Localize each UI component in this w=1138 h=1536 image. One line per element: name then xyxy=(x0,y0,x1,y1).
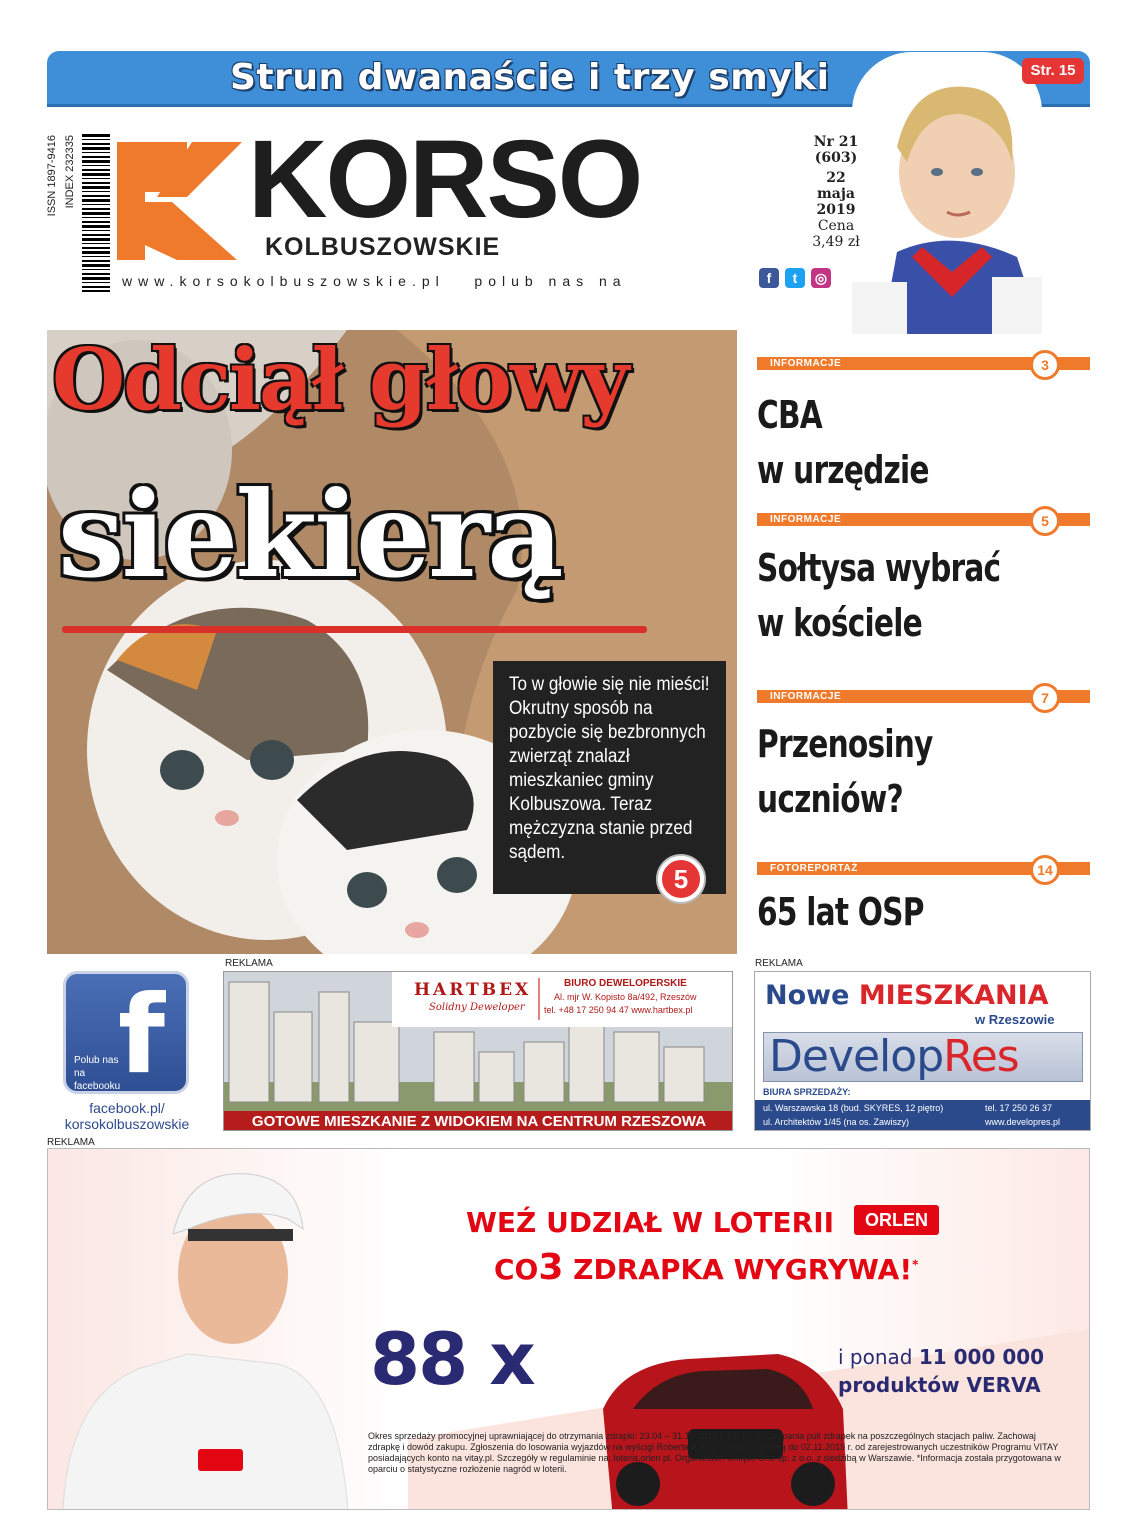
instagram-icon[interactable]: ◎ xyxy=(811,268,831,288)
developres-headline: Nowe MIESZKANIA xyxy=(765,980,1049,1011)
hartbex-office: BIURO DEWELOPERSKIE xyxy=(564,978,687,989)
issue-total: (603) xyxy=(814,150,858,166)
facebook-url[interactable]: facebook.pl/ korsokolbuszowskie xyxy=(64,1100,190,1132)
price-label: Cena xyxy=(817,218,855,234)
issue-month: maja xyxy=(816,186,856,202)
hartbex-address: Al. mjr W. Kopisto 8a/492, Rzeszów xyxy=(554,992,697,1002)
story-page-number[interactable]: 5 xyxy=(1030,506,1060,536)
orlen-prize-product: produktów VERVA xyxy=(838,1373,1041,1397)
boy-photo xyxy=(852,52,1042,334)
headline-underline xyxy=(62,626,647,633)
orlen-line2: CO3 ZDRAPKA WYGRYWA!* xyxy=(494,1247,919,1288)
ad-label: REKLAMA xyxy=(225,958,273,969)
developres-addr1: ul. Warszawska 18 (bud. SKYRES, 12 piętro) xyxy=(763,1103,944,1113)
lead-headline-bottom[interactable]: siekierą xyxy=(58,465,561,604)
developres-addr2: ul. Architektów 1/45 (na os. Zawiszy) xyxy=(763,1117,910,1127)
section-label: FOTOREPORTAŻ xyxy=(770,863,858,874)
section-label: INFORMACJE xyxy=(770,691,842,702)
issue-number: Nr 21 xyxy=(813,134,859,150)
developres-city: w Rzeszowie xyxy=(975,1012,1055,1027)
top-banner-headline[interactable]: Strun dwanaście i trzy smyki xyxy=(230,57,830,98)
hartbex-logo: HARTBEX xyxy=(414,980,532,1000)
hartbex-ad[interactable] xyxy=(223,971,733,1131)
masthead-subtitle: KOLBUSZOWSKIE xyxy=(265,233,501,261)
orlen-logo: ORLEN xyxy=(854,1205,939,1235)
korso-logo-mark xyxy=(117,142,242,265)
twitter-icon[interactable]: t xyxy=(785,268,805,288)
like-us-text: polub nas na xyxy=(474,273,627,289)
facebook-promo-button[interactable] xyxy=(63,971,189,1098)
orlen-lottery-ad[interactable] xyxy=(47,1148,1090,1510)
hartbex-contact: tel. +48 17 250 94 47 www.hartbex.pl xyxy=(544,1005,693,1015)
orlen-prize: i ponad 11 000 000 xyxy=(838,1345,1045,1369)
section-label: INFORMACJE xyxy=(770,358,842,369)
hartbex-banner: GOTOWE MIESZKANIE Z WIDOKIEM NA CENTRUM RZESZOWA xyxy=(224,1111,733,1131)
facebook-icon[interactable]: f xyxy=(759,268,779,288)
developres-phone: tel. 17 250 26 37 xyxy=(985,1103,1053,1113)
story-page-number[interactable]: 7 xyxy=(1030,683,1060,713)
ad-label: REKLAMA xyxy=(47,1137,95,1148)
lead-page-badge[interactable]: 5 xyxy=(658,856,704,902)
story-title[interactable]: CBA w urzędzie xyxy=(757,393,929,492)
orlen-line1: WEŹ UDZIAŁ W LOTERII xyxy=(466,1206,835,1239)
story-page-number[interactable]: 3 xyxy=(1030,350,1060,380)
developres-web: www.developres.pl xyxy=(985,1117,1061,1127)
facebook-logo-icon: f xyxy=(118,973,165,1098)
story-page-number[interactable]: 14 xyxy=(1030,855,1060,885)
story-title[interactable]: 65 lat OSP xyxy=(757,890,924,934)
story-title[interactable]: Przenosiny uczniów? xyxy=(757,722,933,821)
issue-day: 22 xyxy=(826,170,846,186)
masthead-title[interactable]: KORSO xyxy=(248,118,642,241)
price-value: 3,49 zł xyxy=(812,234,860,250)
developres-logo: DevelopRes xyxy=(769,1031,1019,1082)
orlen-88x: 88 x xyxy=(370,1317,534,1401)
orlen-fine-print: Okres sprzedaży promocyjnej uprawniającej do otrzymania zdrapki: 23.04 – 31.12.2019 r. lub do wyczerpania puli zdrapek na poszczególnych stacjach paliw. Zachowaj zdrapkę i dowód zakupu. Zgłoszenia do losowania wyjazdów na wyścigi Roberta Kubicy przyjmowane są do 02.11.2019 r. od zarejestrowanych uczestników Programu VITAY posiadających konto na vitay.pl. Szczegóły w regulaminie na: loteria.orlen.pl. Organizator: Unique One sp. z o.o. z siedzibą w Warszawie. *Informacja została przygotowana w oparciu o statystyczne rozłożenie nagród w loterii. xyxy=(368,1431,1061,1474)
lead-caption: To w głowie się nie mieści! Okrutny sposób na pozbycie się bezbronnych zwierząt znalazł mieszkaniec gminy Kolbuszowa. Teraz mężczyzna stanie przed sądem. xyxy=(509,674,710,863)
issue-year: 2019 xyxy=(816,202,856,218)
story-title[interactable]: Sołtysa wybrać w kościele xyxy=(757,546,1001,645)
developres-ad[interactable] xyxy=(754,971,1091,1131)
facebook-promo-text: Polub nas na facebooku xyxy=(74,1055,121,1092)
barcode xyxy=(82,134,110,292)
issue-info xyxy=(804,134,868,250)
developres-offices: BIURA SPRZEDAŻY: xyxy=(763,1087,851,1097)
website-link[interactable]: www.korsokolbuszowskie.pl polub nas na xyxy=(122,273,627,289)
index-text: INDEX 232335 xyxy=(64,135,76,209)
issn-text: ISSN 1897-9416 xyxy=(46,135,58,217)
ad-label: REKLAMA xyxy=(755,958,803,969)
hartbex-tagline: Solidny Deweloper xyxy=(429,1002,525,1013)
section-label: INFORMACJE xyxy=(770,514,842,525)
page-ref-badge[interactable]: Str. 15 xyxy=(1022,58,1084,84)
lead-headline-top[interactable]: Odciął głowy xyxy=(52,330,628,429)
